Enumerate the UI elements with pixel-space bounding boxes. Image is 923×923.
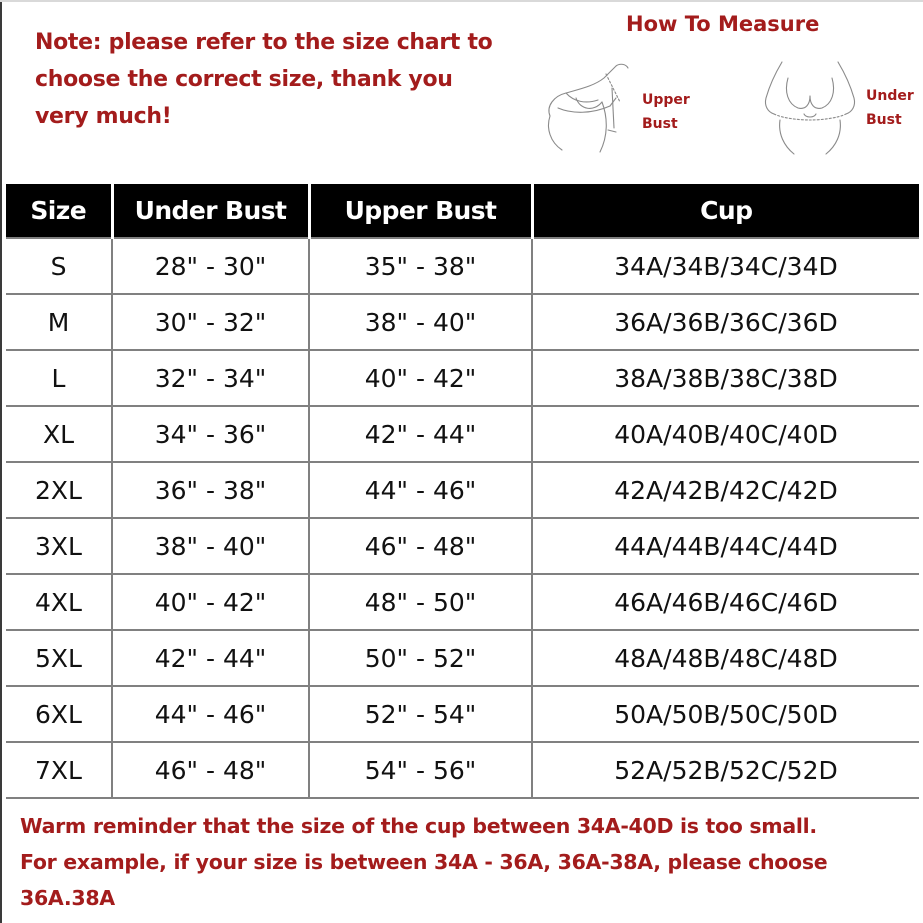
frame-top-border [0, 0, 923, 2]
upper-bust-label-line: Bust [642, 116, 678, 132]
upper-bust-cell: 35" - 38" [309, 238, 532, 294]
upper-bust-cell: 38" - 40" [309, 294, 532, 350]
under-bust-cell: 38" - 40" [112, 518, 309, 574]
table-row [6, 630, 919, 686]
size-cell: 7XL [6, 742, 112, 798]
cup-cell: 34A/34B/34C/34D [532, 238, 919, 294]
table-row [6, 518, 919, 574]
table-header-row [6, 184, 919, 238]
size-cell: L [6, 350, 112, 406]
upper-bust-cell: 46" - 48" [309, 518, 532, 574]
header-cup: Cup [532, 184, 919, 238]
size-chart-table-wrap [6, 184, 919, 799]
size-note-line: very much! [35, 104, 172, 129]
table-body [6, 238, 919, 798]
cup-cell: 40A/40B/40C/40D [532, 406, 919, 462]
header-under-bust: Under Bust [112, 184, 309, 238]
size-cell: 2XL [6, 462, 112, 518]
cup-cell: 46A/46B/46C/46D [532, 574, 919, 630]
table-row [6, 294, 919, 350]
table-row [6, 574, 919, 630]
upper-bust-cell: 54" - 56" [309, 742, 532, 798]
size-note-line: choose the correct size, thank you [35, 67, 453, 92]
upper-bust-cell: 40" - 42" [309, 350, 532, 406]
under-bust-cell: 30" - 32" [112, 294, 309, 350]
cup-cell: 52A/52B/52C/52D [532, 742, 919, 798]
size-cell: XL [6, 406, 112, 462]
reminder-line: 36A.38A [20, 886, 115, 910]
header-size: Size [6, 184, 112, 238]
cup-cell: 36A/36B/36C/36D [532, 294, 919, 350]
upper-bust-label [642, 88, 690, 136]
under-bust-cell: 40" - 42" [112, 574, 309, 630]
reminder-line: Warm reminder that the size of the cup between 34A-40D is too small. [20, 814, 817, 838]
reminder-line: For example, if your size is between 34A - 36A, 36A-38A, please choose [20, 850, 828, 874]
table-row [6, 238, 919, 294]
header-upper-bust: Upper Bust [309, 184, 532, 238]
upper-bust-cell: 48" - 50" [309, 574, 532, 630]
under-bust-cell: 36" - 38" [112, 462, 309, 518]
cup-cell: 42A/42B/42C/42D [532, 462, 919, 518]
table-row [6, 350, 919, 406]
warm-reminder [20, 808, 920, 916]
upper-bust-label-line: Upper [642, 92, 690, 108]
cup-cell: 50A/50B/50C/50D [532, 686, 919, 742]
upper-bust-figure-icon [536, 58, 636, 158]
size-cell: 4XL [6, 574, 112, 630]
size-note [35, 24, 535, 135]
size-chart-table [6, 184, 919, 799]
size-cell: 5XL [6, 630, 112, 686]
under-bust-label-line: Bust [866, 112, 902, 128]
table-row [6, 462, 919, 518]
under-bust-cell: 28" - 30" [112, 238, 309, 294]
table-row [6, 686, 919, 742]
upper-bust-cell: 52" - 54" [309, 686, 532, 742]
cup-cell: 44A/44B/44C/44D [532, 518, 919, 574]
table-row [6, 406, 919, 462]
upper-bust-cell: 42" - 44" [309, 406, 532, 462]
size-cell: 3XL [6, 518, 112, 574]
under-bust-cell: 42" - 44" [112, 630, 309, 686]
upper-bust-cell: 44" - 46" [309, 462, 532, 518]
size-cell: 6XL [6, 686, 112, 742]
under-bust-label-line: Under [866, 88, 914, 104]
cup-cell: 38A/38B/38C/38D [532, 350, 919, 406]
cup-cell: 48A/48B/48C/48D [532, 630, 919, 686]
how-to-measure-title: How To Measure [626, 12, 820, 36]
under-bust-cell: 32" - 34" [112, 350, 309, 406]
under-bust-cell: 34" - 36" [112, 406, 309, 462]
under-bust-label [866, 84, 914, 132]
under-bust-cell: 44" - 46" [112, 686, 309, 742]
under-bust-cell: 46" - 48" [112, 742, 309, 798]
table-row [6, 742, 919, 798]
under-bust-figure-icon [758, 58, 862, 158]
upper-bust-cell: 50" - 52" [309, 630, 532, 686]
frame-left-border [0, 0, 2, 923]
size-cell: S [6, 238, 112, 294]
size-note-line: Note: please refer to the size chart to [35, 30, 493, 55]
size-cell: M [6, 294, 112, 350]
